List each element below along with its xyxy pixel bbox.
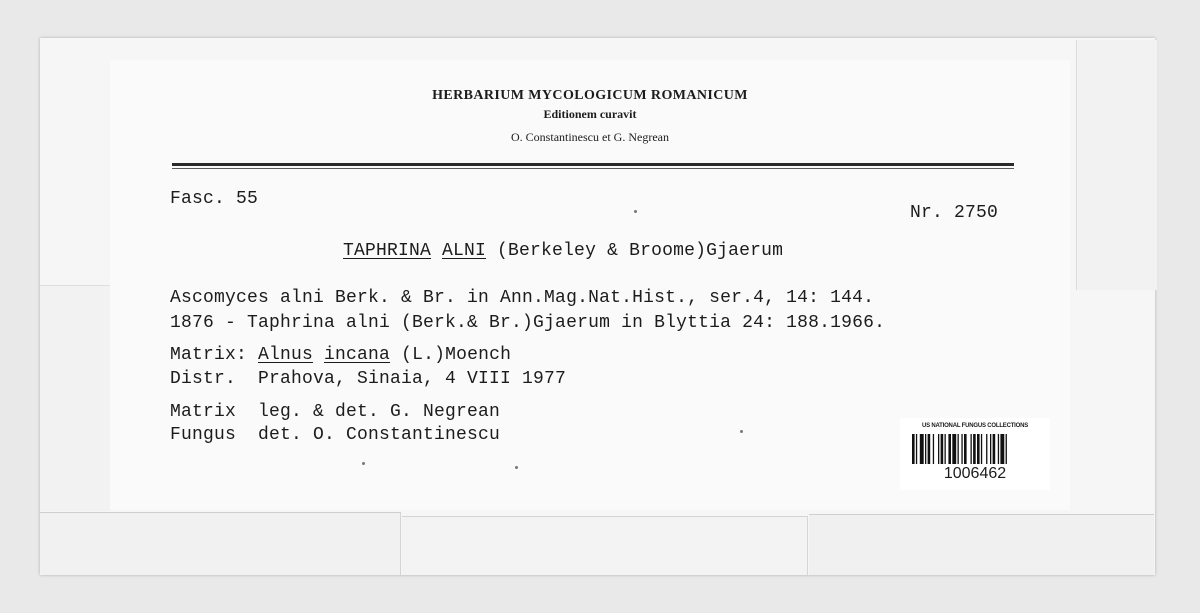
distribution-line: Distr. Prahova, Sinaia, 4 VIII 1977 (170, 369, 567, 389)
barcode-icon (912, 434, 1038, 464)
taxon-genus: TAPHRINA (343, 241, 432, 261)
taxon-species: ALNI (442, 241, 487, 261)
matrix-line (170, 345, 511, 365)
taxon-name (343, 241, 783, 261)
exsiccata-number: Nr. 2750 (910, 203, 999, 223)
matrix-prefix: Matrix: (170, 345, 259, 365)
matrix-genus: Alnus (258, 345, 314, 365)
paper-edge-right (1076, 40, 1157, 290)
matrix-authority: (L.)Moench (390, 345, 512, 365)
paper-fold-left (40, 512, 401, 575)
herbarium-title: HERBARIUM MYCOLOGICUM ROMANICUM (432, 88, 748, 103)
fascicle-number: Fasc. 55 (170, 189, 259, 209)
taxon-authority: (Berkeley & Broome)Gjaerum (486, 241, 784, 261)
label-header (170, 88, 1010, 145)
header-rule-thin (172, 168, 1014, 169)
herbarium-editors: O. Constantinescu et G. Negrean (511, 130, 669, 144)
paper-edge-left (40, 285, 110, 511)
barcode-number: 1006462 (943, 465, 1007, 482)
paper-speck (362, 462, 365, 465)
matrix-species: incana (324, 345, 391, 365)
matrix-collector-line: Matrix leg. & det. G. Negrean (170, 402, 501, 422)
herbarium-subtitle: Editionem curavit (543, 107, 637, 121)
synonymy-line-2: 1876 - Taphrina alni (Berk.& Br.)Gjaerum in Blyttia 24: 188.1966. (170, 313, 886, 333)
paper-speck (740, 430, 743, 433)
synonymy-line-1: Ascomyces alni Berk. & Br. in Ann.Mag.Nat.Hist., ser.4, 14: 144. (170, 288, 875, 308)
barcode-caption: US NATIONAL FUNGUS COLLECTIONS (921, 423, 1029, 429)
paper-speck (515, 466, 518, 469)
paper-speck (634, 210, 637, 213)
paper-fold-right (809, 514, 1154, 575)
paper-fold-middle (402, 516, 808, 575)
fungus-determiner-line: Fungus det. O. Constantinescu (170, 425, 501, 445)
header-rule-thick (172, 163, 1014, 166)
